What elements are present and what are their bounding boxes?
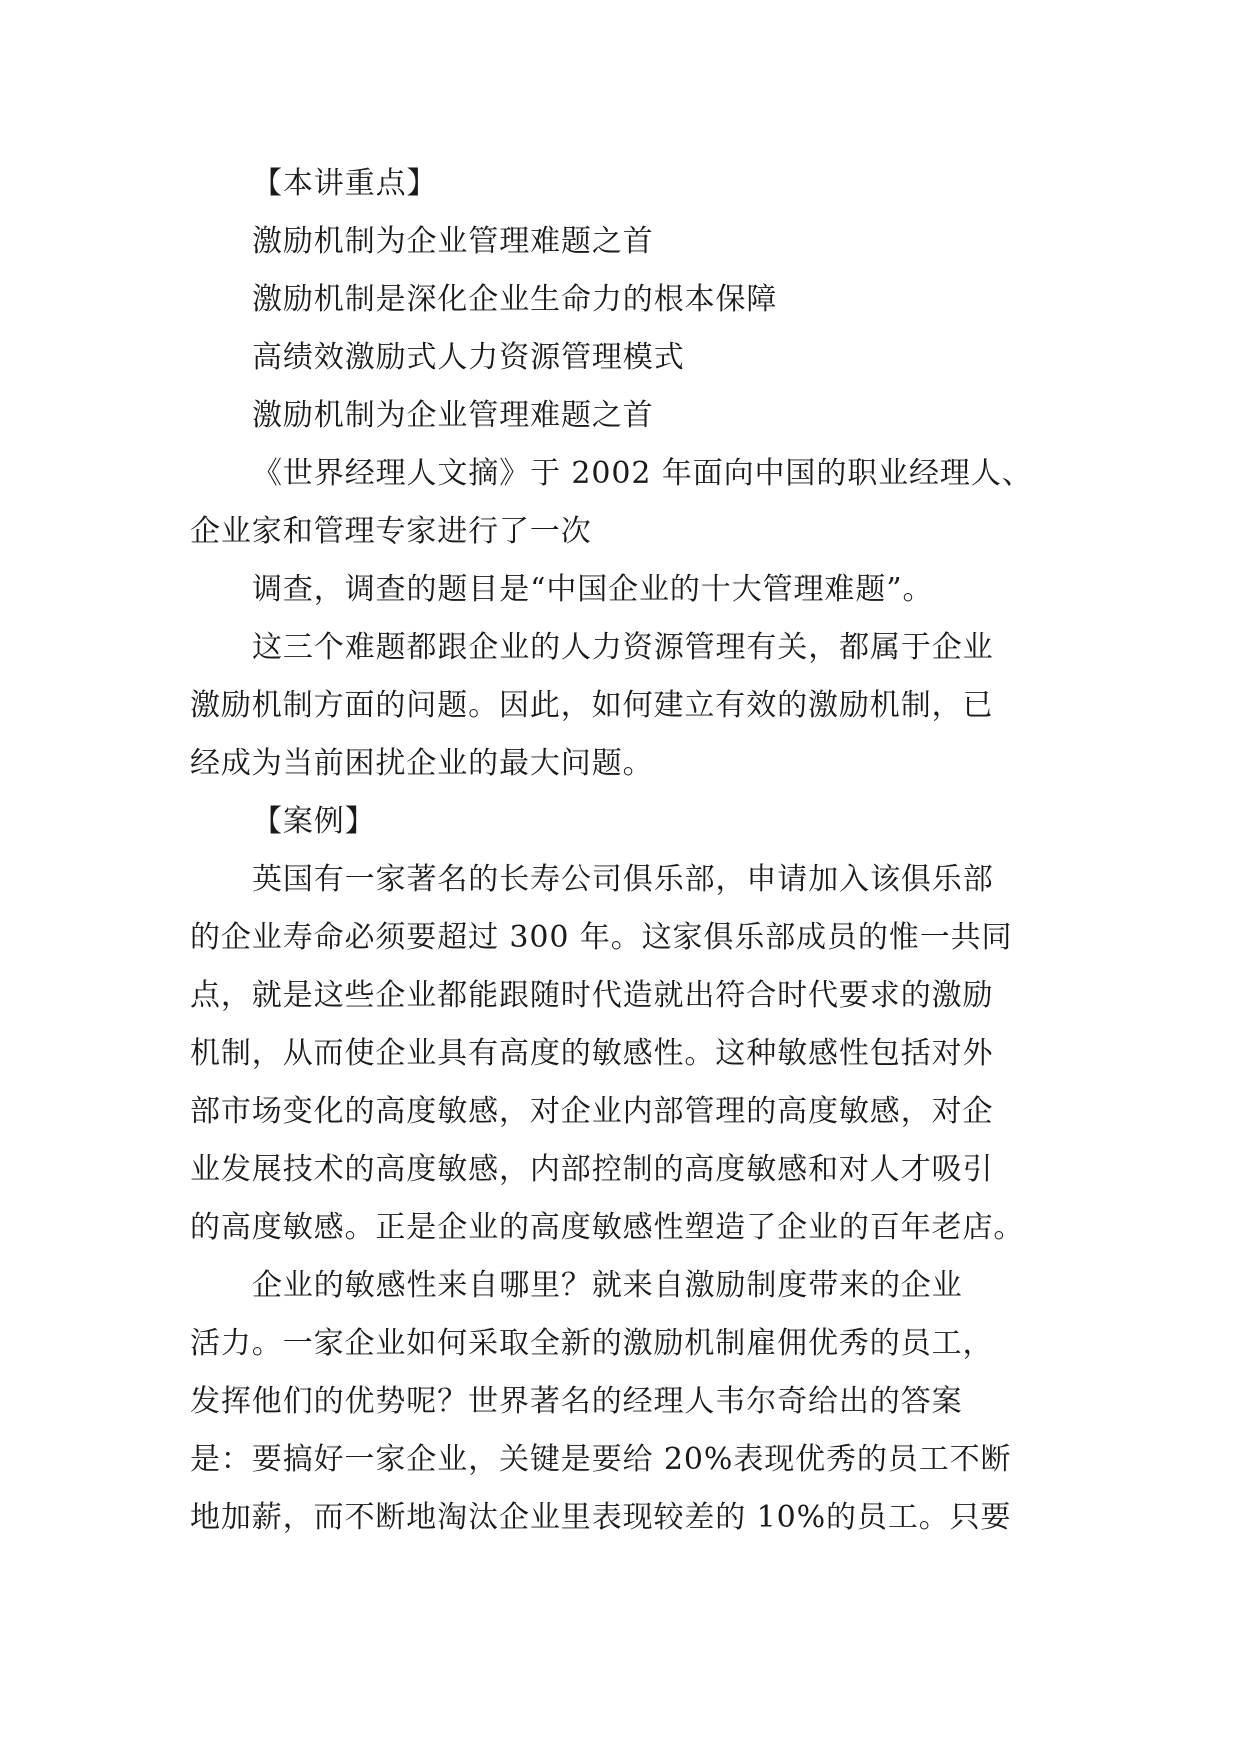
paragraph-line: 这三个难题都跟企业的人力资源管理有关，都属于企业: [252, 630, 994, 665]
focus-item: 高绩效激励式人力资源管理模式: [252, 340, 685, 375]
intro-line: 《世界经理人文摘》于 2002 年面向中国的职业经理人、: [252, 456, 1033, 491]
case-heading: 【案例】: [252, 804, 376, 839]
paragraph-line: 业发展技术的高度敏感，内部控制的高度敏感和对人才吸引: [190, 1152, 994, 1187]
paragraph-line: 经成为当前困扰企业的最大问题。: [190, 746, 654, 781]
paragraph-line: 的高度敏感。正是企业的高度敏感性塑造了企业的百年老店。: [190, 1210, 1025, 1245]
focus-item: 激励机制为企业管理难题之首: [252, 398, 654, 433]
paragraph-line: 发挥他们的优势呢？世界著名的经理人韦尔奇给出的答案: [190, 1384, 963, 1419]
survey-line: 调查，调查的题目是“中国企业的十大管理难题”。: [252, 572, 934, 607]
paragraph-line: 是：要搞好一家企业，关键是要给 20%表现优秀的员工不断: [190, 1442, 1012, 1477]
focus-heading: 【本讲重点】: [252, 166, 438, 201]
document-body: [190, 155, 1060, 1547]
intro-line: 企业家和管理专家进行了一次: [190, 514, 592, 549]
paragraph-line: 企业的敏感性来自哪里？就来自激励制度带来的企业: [252, 1268, 963, 1303]
paragraph-line: 地加薪，而不断地淘汰企业里表现较差的 10%的员工。只要: [190, 1500, 1012, 1535]
paragraph-line: 英国有一家著名的长寿公司俱乐部，申请加入该俱乐部: [252, 862, 994, 897]
paragraph-line: 的企业寿命必须要超过 300 年。这家俱乐部成员的惟一共同: [190, 920, 1013, 955]
paragraph-line: 点，就是这些企业都能跟随时代造就出符合时代要求的激励: [190, 978, 994, 1013]
paragraph-line: 部市场变化的高度敏感，对企业内部管理的高度敏感，对企: [190, 1094, 994, 1129]
focus-item: 激励机制为企业管理难题之首: [252, 224, 654, 259]
focus-item: 激励机制是深化企业生命力的根本保障: [252, 282, 778, 317]
paragraph-line: 活力。一家企业如何采取全新的激励机制雇佣优秀的员工，: [190, 1326, 994, 1361]
paragraph-line: 激励机制方面的问题。因此，如何建立有效的激励机制，已: [190, 688, 994, 723]
paragraph-line: 机制，从而使企业具有高度的敏感性。这种敏感性包括对外: [190, 1036, 994, 1071]
